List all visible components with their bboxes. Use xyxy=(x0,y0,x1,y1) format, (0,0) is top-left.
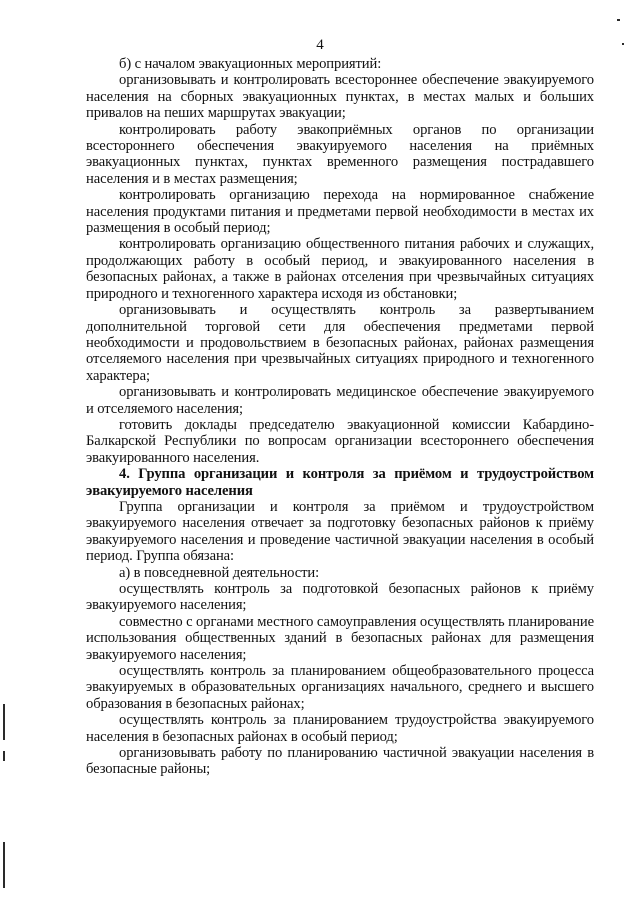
paragraph: б) с началом эвакуационных мероприятий: xyxy=(119,56,382,72)
paragraph: организовывать и контролировать всестороннее обеспечение эвакуируемого населения на сборных эвакуационных пунктах, в местах малых и больших привалов на пеших маршрутах эвакуации; xyxy=(86,72,594,122)
paragraph: Группа организации и контроля за приёмом и трудоустройством эвакуируемого населения отвечает за подготовку безопасных районов к приёму эвакуируемого населения и проведение частичной эвакуации населения в особый период. Группа обязана: xyxy=(86,498,594,565)
scan-artifact-dot xyxy=(617,19,620,21)
paragraph: организовывать работу по планированию частичной эвакуации населения в безопасные районы; xyxy=(86,745,594,778)
section-heading: 4. Группа организации и контроля за приёмом и трудоустройством эвакуируемого населения xyxy=(86,466,594,499)
document-body xyxy=(86,56,594,778)
paragraph: осуществлять контроль за подготовкой безопасных районов к приёму эвакуируемого населения; xyxy=(86,581,594,614)
scan-artifact-line xyxy=(3,751,5,761)
scan-artifact-line xyxy=(3,842,5,888)
scan-artifact-line xyxy=(3,704,5,740)
paragraph: совместно с органами местного самоуправления осуществлять планирование использования общественных зданий в безопасных районах для размещения эвакуируемого населения; xyxy=(86,613,594,663)
paragraph: организовывать и осуществлять контроль за развертыванием дополнительной торговой сети для обеспечения предметами первой необходимости и продовольствием в безопасных районах, районах размещения отселяемого населения при чрезвычайных ситуациях природного и техногенного характера; xyxy=(86,302,594,384)
paragraph: осуществлять контроль за планированием трудоустройства эвакуируемого населения в безопасных районах в особый период; xyxy=(86,712,594,745)
scan-artifact-dot xyxy=(622,43,624,45)
paragraph: готовить доклады председателю эвакуационной комиссии Кабардино-Балкарской Республики по вопросам организации всестороннего обеспечения эвакуированного населения. xyxy=(86,416,594,466)
paragraph: контролировать организацию общественного питания рабочих и служащих, продолжающих работу в особый период, и эвакуированного населения в безопасных районах, а также в районах отселения при чрезвычайных ситуациях природного и техногенного характера исходя из обстановки; xyxy=(86,236,594,302)
paragraph: осуществлять контроль за планированием общеобразовательного процесса эвакуируемых в образовательных организациях начального, среднего и высшего образования в безопасных районах; xyxy=(86,663,594,712)
paragraph: организовывать и контролировать медицинское обеспечение эвакуируемого и отселяемого населения; xyxy=(86,384,594,417)
paragraph: контролировать работу эвакоприёмных органов по организации всестороннего обеспечения эвакуируемого населения на приёмных эвакуационных пунктах, пунктах временного размещения пострадавшего населения и в местах размещения; xyxy=(86,121,594,187)
page-number: 4 xyxy=(316,37,324,53)
paragraph: контролировать организацию перехода на нормированное снабжение населения продуктами питания и предметами первой необходимости в местах их размещения в особый период; xyxy=(86,187,594,237)
paragraph: а) в повседневной деятельности: xyxy=(119,564,320,581)
